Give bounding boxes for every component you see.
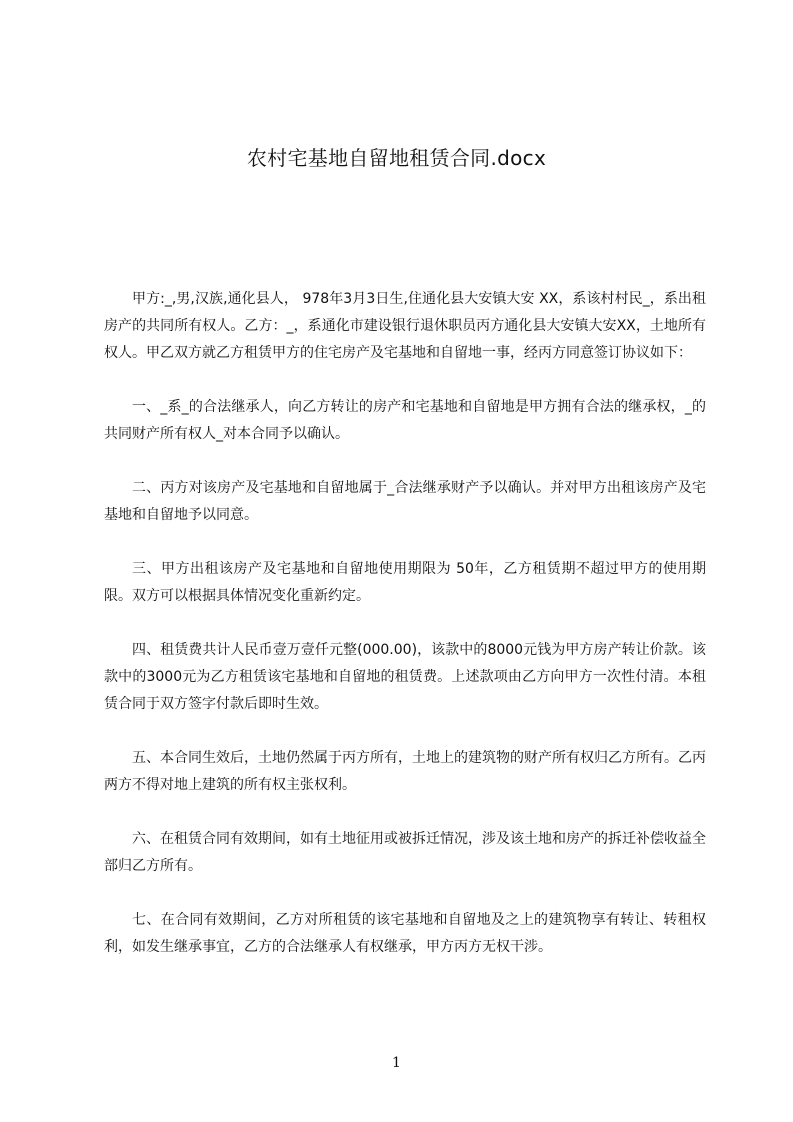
- paragraph-clause-5: 五、本合同生效后，土地仍然属于丙方所有，土地上的建筑物的财产所有权归乙方所有。乙丙两方不得对地上建筑的所有权主张权利。: [104, 750, 706, 793]
- paragraph-clause-2: 二、丙方对该房产及宅基地和自留地属于_合法继承财产予以确认。并对甲方出租该房产及宅基地和自留地予以同意。: [104, 480, 706, 523]
- paragraph-clause-7: 七、在合同有效期间，乙方对所租赁的该宅基地和自留地及之上的建筑物享有转让、转租权利，如发生继承事宜，乙方的合法继承人有权继承，甲方丙方无权干涉。: [104, 912, 706, 955]
- paragraph-clause-6: 六、在租赁合同有效期间，如有土地征用或被拆迁情况，涉及该土地和房产的拆迁补偿收益全部归乙方所有。: [104, 831, 706, 874]
- page-number: 1: [392, 1055, 401, 1071]
- document-body: [104, 286, 706, 988]
- paragraph-clause-4: 四、租赁费共计人民币壹万壹仟元整(000.00)，该款中的8000元钱为甲方房产转让价款。该款中的3000元为乙方租赁该宅基地和自留地的租赁费。上述款项由乙方向甲方一次性付清。本租赁合同于双方签字付款后即时生效。: [104, 642, 706, 712]
- paragraph-clause-3: 三、甲方出租该房产及宅基地和自留地使用期限为 50年，乙方租赁期不超过甲方的使用期限。双方可以根据具体情况变化重新约定。: [104, 561, 706, 604]
- document-title: 农村宅基地自留地租赁合同.docx: [246, 146, 547, 170]
- paragraph-clause-1: 一、_系_的合法继承人，向乙方转让的房产和宅基地和自留地是甲方拥有合法的继承权，_的共同财产所有权人_对本合同予以确认。: [104, 399, 706, 442]
- paragraph-preamble: 甲方:_,男,汉族,通化县人， 978年3月3日生,住通化县大安镇大安 XX，系该村村民_，系出租房产的共同所有权人。乙方：_，系通化市建设银行退休职员丙方通化县大安镇大安XX，土地所有权人。甲乙双方就乙方租赁甲方的住宅房产及宅基地和自留地一事，经丙方同意签订协议如下：: [104, 291, 706, 361]
